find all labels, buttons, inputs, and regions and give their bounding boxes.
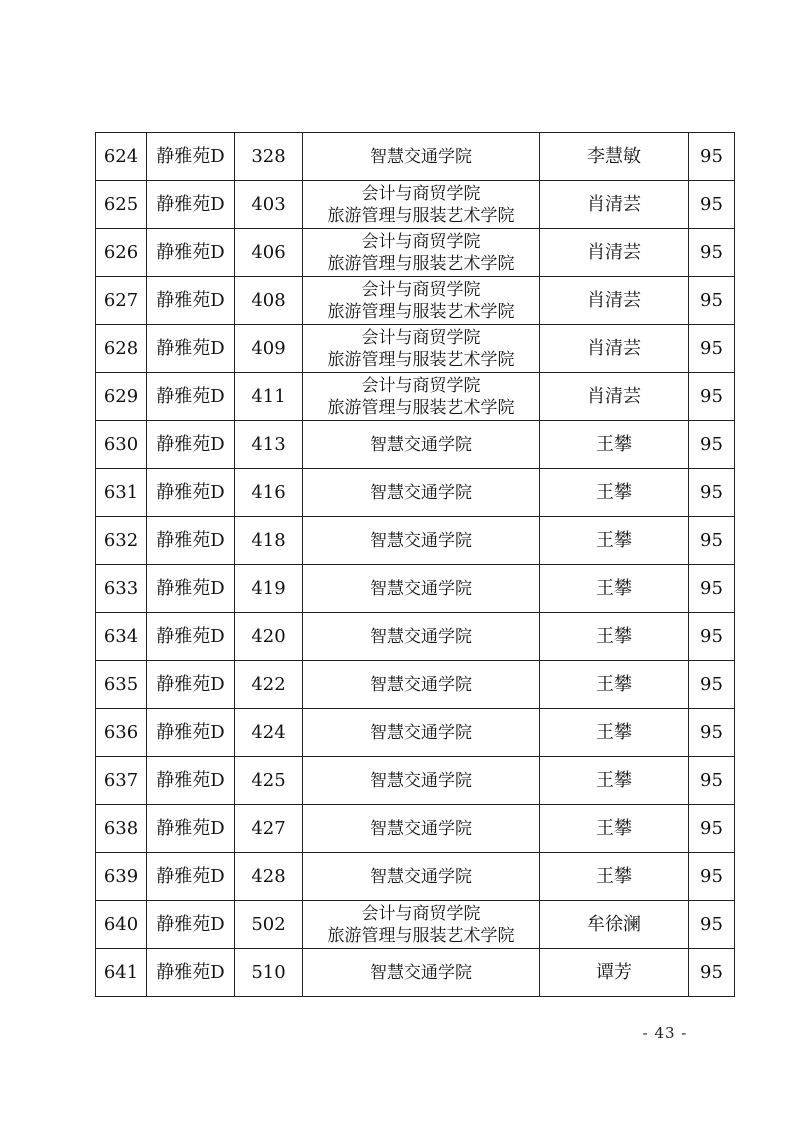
- table-row: [96, 949, 735, 997]
- cell-counselor: 肖清芸: [540, 325, 689, 373]
- cell-counselor: 肖清芸: [540, 373, 689, 421]
- cell-room: 420: [235, 613, 303, 661]
- college-name: 旅游管理与服装艺术学院: [327, 253, 515, 274]
- cell-room: 502: [235, 901, 303, 949]
- cell-college: [303, 757, 540, 805]
- cell-number: 638: [96, 805, 147, 853]
- table-row: [96, 469, 735, 517]
- table-row: [96, 133, 735, 181]
- cell-score: 95: [689, 661, 735, 709]
- cell-number: 632: [96, 517, 147, 565]
- cell-college: [303, 421, 540, 469]
- cell-score: 95: [689, 373, 735, 421]
- cell-score: 95: [689, 181, 735, 229]
- table-row: [96, 901, 735, 949]
- cell-score: 95: [689, 517, 735, 565]
- cell-counselor: 牟徐澜: [540, 901, 689, 949]
- cell-number: 633: [96, 565, 147, 613]
- cell-college: [303, 229, 540, 277]
- cell-building: 静雅苑D: [147, 229, 235, 277]
- cell-counselor: 肖清芸: [540, 181, 689, 229]
- college-name: 智慧交通学院: [370, 674, 472, 695]
- cell-building: 静雅苑D: [147, 949, 235, 997]
- cell-building: 静雅苑D: [147, 853, 235, 901]
- college-name: 会计与商贸学院: [361, 375, 481, 396]
- cell-score: 95: [689, 613, 735, 661]
- cell-room: 328: [235, 133, 303, 181]
- cell-college: [303, 373, 540, 421]
- cell-score: 95: [689, 853, 735, 901]
- college-name: 智慧交通学院: [370, 578, 472, 599]
- cell-room: 408: [235, 277, 303, 325]
- cell-counselor: 肖清芸: [540, 229, 689, 277]
- cell-number: 625: [96, 181, 147, 229]
- table-row: [96, 853, 735, 901]
- cell-number: 626: [96, 229, 147, 277]
- cell-counselor: 王攀: [540, 661, 689, 709]
- cell-room: 419: [235, 565, 303, 613]
- cell-college: [303, 613, 540, 661]
- college-name: 智慧交通学院: [370, 818, 472, 839]
- cell-score: 95: [689, 805, 735, 853]
- table-row: [96, 709, 735, 757]
- cell-number: 628: [96, 325, 147, 373]
- college-name: 旅游管理与服装艺术学院: [327, 397, 515, 418]
- cell-counselor: 王攀: [540, 517, 689, 565]
- table-row: [96, 181, 735, 229]
- cell-college: [303, 277, 540, 325]
- college-name: 会计与商贸学院: [361, 279, 481, 300]
- cell-building: 静雅苑D: [147, 133, 235, 181]
- college-name: 旅游管理与服装艺术学院: [327, 301, 515, 322]
- cell-building: 静雅苑D: [147, 901, 235, 949]
- table-row: [96, 805, 735, 853]
- cell-number: 640: [96, 901, 147, 949]
- cell-college: [303, 469, 540, 517]
- cell-room: 409: [235, 325, 303, 373]
- cell-score: 95: [689, 325, 735, 373]
- cell-building: 静雅苑D: [147, 661, 235, 709]
- dormitory-score-table: [95, 132, 735, 997]
- cell-college: [303, 661, 540, 709]
- cell-number: 627: [96, 277, 147, 325]
- cell-room: 411: [235, 373, 303, 421]
- cell-college: [303, 709, 540, 757]
- cell-number: 630: [96, 421, 147, 469]
- cell-college: [303, 949, 540, 997]
- table-row: [96, 757, 735, 805]
- cell-number: 637: [96, 757, 147, 805]
- table-row: [96, 517, 735, 565]
- cell-counselor: 肖清芸: [540, 277, 689, 325]
- table-row: [96, 229, 735, 277]
- cell-building: 静雅苑D: [147, 517, 235, 565]
- cell-building: 静雅苑D: [147, 181, 235, 229]
- cell-number: 624: [96, 133, 147, 181]
- college-name: 智慧交通学院: [370, 626, 472, 647]
- table-row: [96, 661, 735, 709]
- college-name: 会计与商贸学院: [361, 183, 481, 204]
- cell-counselor: 王攀: [540, 853, 689, 901]
- cell-building: 静雅苑D: [147, 277, 235, 325]
- cell-college: [303, 133, 540, 181]
- cell-number: 635: [96, 661, 147, 709]
- cell-number: 636: [96, 709, 147, 757]
- cell-number: 631: [96, 469, 147, 517]
- cell-score: 95: [689, 565, 735, 613]
- cell-room: 406: [235, 229, 303, 277]
- college-name: 智慧交通学院: [370, 866, 472, 887]
- cell-room: 510: [235, 949, 303, 997]
- college-name: 智慧交通学院: [370, 434, 472, 455]
- cell-college: [303, 853, 540, 901]
- cell-college: [303, 325, 540, 373]
- cell-score: 95: [689, 133, 735, 181]
- cell-college: [303, 901, 540, 949]
- college-name: 智慧交通学院: [370, 722, 472, 743]
- cell-counselor: 王攀: [540, 469, 689, 517]
- cell-college: [303, 565, 540, 613]
- cell-room: 418: [235, 517, 303, 565]
- cell-college: [303, 517, 540, 565]
- cell-room: 424: [235, 709, 303, 757]
- cell-counselor: 王攀: [540, 709, 689, 757]
- cell-building: 静雅苑D: [147, 373, 235, 421]
- cell-score: 95: [689, 421, 735, 469]
- cell-score: 95: [689, 709, 735, 757]
- college-name: 会计与商贸学院: [361, 327, 481, 348]
- cell-college: [303, 181, 540, 229]
- cell-counselor: 王攀: [540, 421, 689, 469]
- cell-building: 静雅苑D: [147, 325, 235, 373]
- table-row: [96, 421, 735, 469]
- cell-counselor: 王攀: [540, 613, 689, 661]
- cell-score: 95: [689, 757, 735, 805]
- cell-college: [303, 805, 540, 853]
- cell-number: 641: [96, 949, 147, 997]
- cell-room: 403: [235, 181, 303, 229]
- cell-score: 95: [689, 949, 735, 997]
- table-row: [96, 565, 735, 613]
- cell-score: 95: [689, 469, 735, 517]
- cell-counselor: 王攀: [540, 757, 689, 805]
- cell-room: 416: [235, 469, 303, 517]
- table-body: [96, 133, 735, 997]
- cell-room: 425: [235, 757, 303, 805]
- cell-room: 427: [235, 805, 303, 853]
- table-row: [96, 277, 735, 325]
- college-name: 会计与商贸学院: [361, 903, 481, 924]
- college-name: 旅游管理与服装艺术学院: [327, 205, 515, 226]
- table-row: [96, 613, 735, 661]
- cell-counselor: 王攀: [540, 565, 689, 613]
- cell-counselor: 谭芳: [540, 949, 689, 997]
- cell-room: 413: [235, 421, 303, 469]
- cell-number: 639: [96, 853, 147, 901]
- cell-building: 静雅苑D: [147, 469, 235, 517]
- cell-score: 95: [689, 901, 735, 949]
- college-name: 智慧交通学院: [370, 962, 472, 983]
- college-name: 智慧交通学院: [370, 482, 472, 503]
- college-name: 会计与商贸学院: [361, 231, 481, 252]
- cell-building: 静雅苑D: [147, 613, 235, 661]
- cell-score: 95: [689, 277, 735, 325]
- cell-room: 422: [235, 661, 303, 709]
- college-name: 智慧交通学院: [370, 770, 472, 791]
- cell-number: 634: [96, 613, 147, 661]
- cell-number: 629: [96, 373, 147, 421]
- table-row: [96, 325, 735, 373]
- college-name: 智慧交通学院: [370, 146, 472, 167]
- cell-building: 静雅苑D: [147, 757, 235, 805]
- cell-building: 静雅苑D: [147, 805, 235, 853]
- college-name: 旅游管理与服装艺术学院: [327, 349, 515, 370]
- cell-score: 95: [689, 229, 735, 277]
- cell-room: 428: [235, 853, 303, 901]
- cell-building: 静雅苑D: [147, 421, 235, 469]
- table-row: [96, 373, 735, 421]
- college-name: 智慧交通学院: [370, 530, 472, 551]
- cell-counselor: 李慧敏: [540, 133, 689, 181]
- cell-building: 静雅苑D: [147, 565, 235, 613]
- college-name: 旅游管理与服装艺术学院: [327, 925, 515, 946]
- page-number: - 43 -: [642, 1024, 688, 1042]
- cell-counselor: 王攀: [540, 805, 689, 853]
- cell-building: 静雅苑D: [147, 709, 235, 757]
